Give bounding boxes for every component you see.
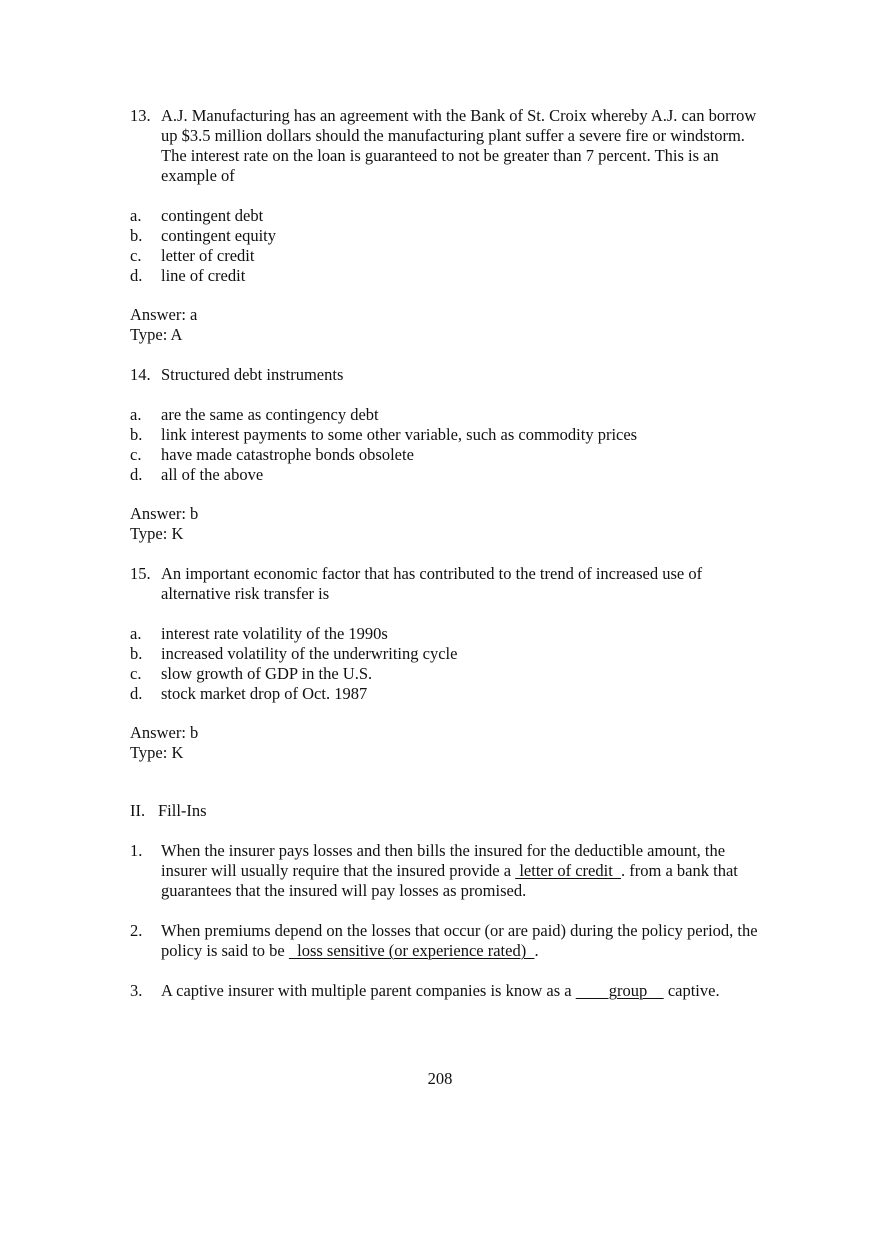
- option-d: [130, 684, 770, 704]
- fill-in-text: [161, 841, 770, 901]
- option-letter: d.: [130, 465, 143, 484]
- fill-in-before: A captive insurer with multiple parent companies is know as a: [161, 981, 576, 1000]
- question-stem: A.J. Manufacturing has an agreement with the Bank of St. Croix whereby A.J. can borrow up $3.5 million dollars should the manufacturing plant suffer a severe fire or windstorm. The interest rate on the loan is guaranteed to not be greater than 7 percent. This is an example of: [161, 106, 757, 185]
- question-14: [130, 365, 770, 544]
- fill-in-number: 3.: [130, 981, 143, 1000]
- option-letter: d.: [130, 266, 143, 285]
- option-text: increased volatility of the underwriting cycle: [161, 644, 458, 663]
- fill-in-blank: loss sensitive (or experience rated): [288, 941, 535, 960]
- fill-in-3: [130, 981, 770, 1001]
- fill-in-before: When the insurer pays losses and then bills the insured for the deductible amount, the insurer will usually require that the insured provide a: [161, 841, 726, 880]
- option-list: [130, 624, 770, 704]
- option-letter: d.: [130, 684, 143, 703]
- fill-in-blank: group: [575, 981, 664, 1000]
- section-numeral: II.: [130, 801, 146, 820]
- option-b: [130, 644, 770, 664]
- option-letter: a.: [130, 405, 142, 424]
- fill-in-1: [130, 841, 770, 901]
- type-line: Type: A: [130, 325, 183, 344]
- question-number: 14.: [130, 365, 151, 384]
- option-text: are the same as contingency debt: [161, 405, 379, 424]
- option-d: [130, 465, 770, 485]
- question-stem: Structured debt instruments: [161, 365, 344, 384]
- fill-in-after: captive.: [663, 981, 720, 1000]
- option-a: [130, 405, 770, 425]
- option-letter: c.: [130, 664, 142, 683]
- type-line: Type: K: [130, 524, 184, 543]
- fill-in-after: .: [534, 941, 539, 960]
- answer-line: Answer: b: [130, 504, 199, 523]
- option-b: [130, 425, 770, 445]
- question-stem: An important economic factor that has contributed to the trend of increased use of alternative risk transfer is: [161, 564, 703, 603]
- type-line: Type: K: [130, 743, 184, 762]
- fill-in-text: [161, 981, 770, 1001]
- option-c: [130, 445, 770, 465]
- answer-block: [130, 723, 770, 763]
- option-text: letter of credit: [161, 246, 255, 265]
- option-text: have made catastrophe bonds obsolete: [161, 445, 414, 464]
- fill-in-text: [161, 921, 770, 961]
- fill-in-blank: letter of credit: [515, 861, 622, 880]
- option-letter: b.: [130, 425, 143, 444]
- fill-in-2: [130, 921, 770, 961]
- option-text: stock market drop of Oct. 1987: [161, 684, 368, 703]
- option-text: link interest payments to some other variable, such as commodity prices: [161, 425, 638, 444]
- option-text: contingent equity: [161, 226, 277, 245]
- option-text: slow growth of GDP in the U.S.: [161, 664, 373, 683]
- option-text: interest rate volatility of the 1990s: [161, 624, 388, 643]
- document-page: [130, 106, 770, 1001]
- question-13: [130, 106, 770, 345]
- option-letter: c.: [130, 246, 142, 265]
- fill-in-number: 2.: [130, 921, 143, 940]
- option-d: [130, 266, 770, 286]
- answer-line: Answer: b: [130, 723, 199, 742]
- fill-in-before: When premiums depend on the losses that occur (or are paid) during the policy period, the policy is said to be: [161, 921, 758, 960]
- answer-block: [130, 305, 770, 345]
- option-a: [130, 624, 770, 644]
- option-c: [130, 246, 770, 266]
- page-number: 208: [427, 1069, 453, 1088]
- answer-block: [130, 504, 770, 544]
- option-text: line of credit: [161, 266, 246, 285]
- option-letter: a.: [130, 624, 142, 643]
- question-number: 13.: [130, 106, 151, 125]
- option-list: [130, 405, 770, 485]
- answer-line: Answer: a: [130, 305, 198, 324]
- question-number: 15.: [130, 564, 151, 583]
- option-list: [130, 206, 770, 286]
- question-15: [130, 564, 770, 763]
- option-a: [130, 206, 770, 226]
- section-heading: [130, 801, 770, 821]
- option-letter: a.: [130, 206, 142, 225]
- option-text: contingent debt: [161, 206, 264, 225]
- fill-in-number: 1.: [130, 841, 143, 860]
- option-letter: c.: [130, 445, 142, 464]
- option-letter: b.: [130, 644, 143, 663]
- option-c: [130, 664, 770, 684]
- section-title: Fill-Ins: [158, 801, 207, 820]
- fill-in-after: . from a bank that guarantees that the insured will pay losses as promised.: [161, 861, 738, 900]
- option-text: all of the above: [161, 465, 264, 484]
- option-b: [130, 226, 770, 246]
- option-letter: b.: [130, 226, 143, 245]
